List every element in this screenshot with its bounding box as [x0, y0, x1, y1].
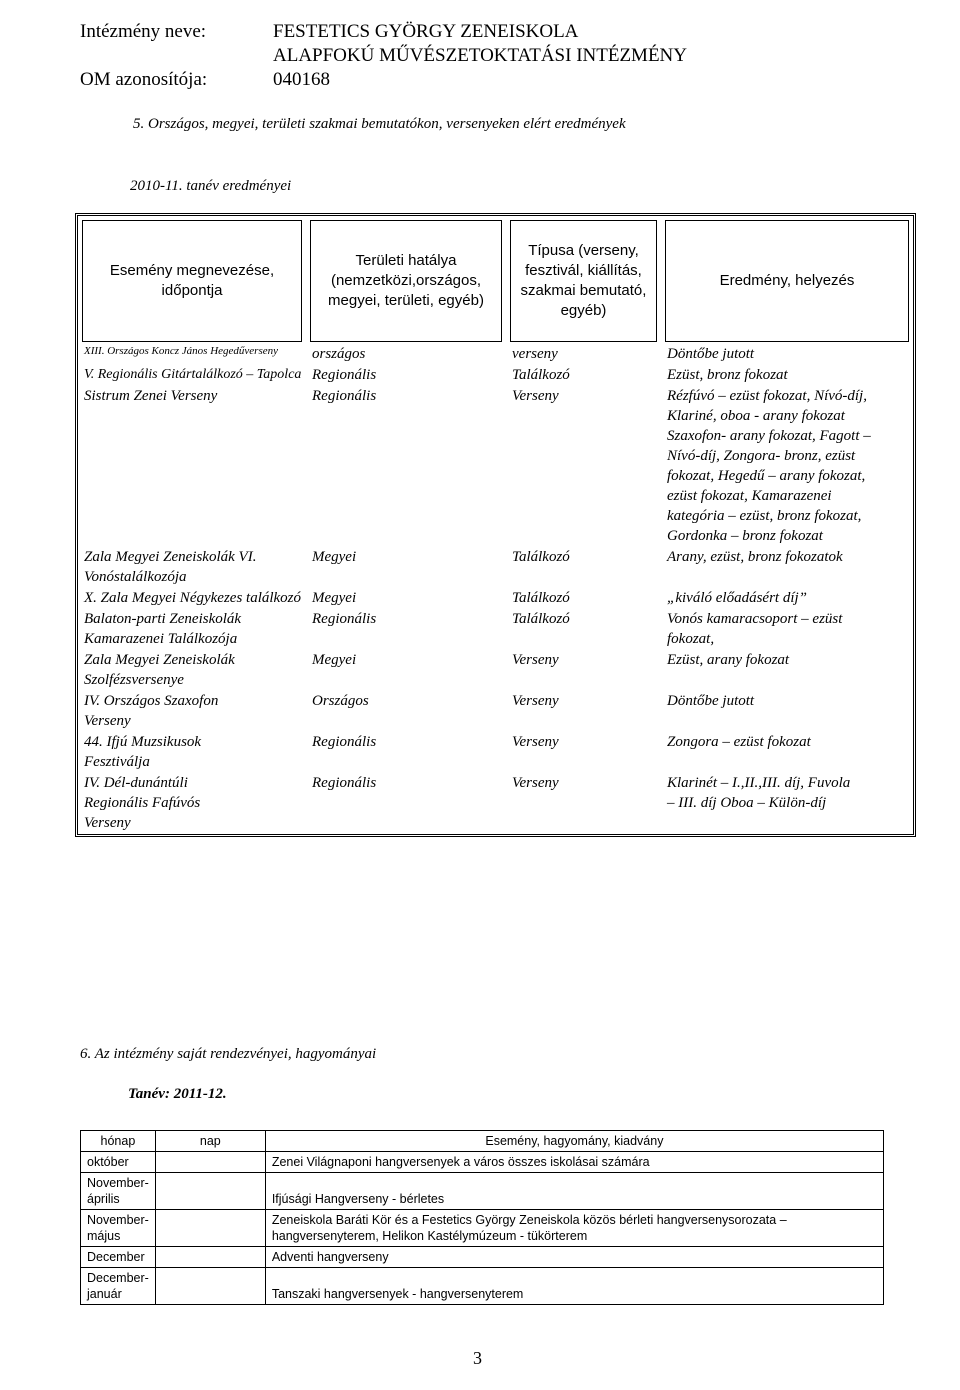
school-year-label: Tanév: 2011-12.: [128, 1086, 227, 1102]
scope-cell: Megyei: [312, 590, 357, 606]
month-cell: November-május: [81, 1210, 156, 1247]
event-cell: Sistrum Zenei Verseny: [84, 388, 218, 404]
events-table: [80, 1130, 884, 1305]
table-row: [78, 732, 913, 773]
day-cell: [155, 1247, 265, 1268]
table-row: [81, 1247, 884, 1268]
table-row: [78, 691, 913, 732]
table-row: [78, 365, 913, 386]
month-cell: október: [81, 1152, 156, 1173]
event-cell: Zala Megyei Zeneiskolák VI. Vonóstalálkozója: [84, 549, 257, 585]
table-row: [78, 344, 913, 365]
table-row: [78, 588, 913, 609]
day-cell: [155, 1210, 265, 1247]
type-cell: Verseny: [512, 734, 559, 750]
month-cell: November-április: [81, 1173, 156, 1210]
result-cell: Klarinét – I.,II.,III. díj, Fuvola – III. díj Oboa – Külön-díj: [667, 775, 851, 811]
school-year-results-title: 2010-11. tanév eredményei: [130, 178, 292, 194]
table-row: [81, 1152, 884, 1173]
scope-cell: Megyei: [312, 549, 357, 565]
institution-name-label: Intézmény neve:: [80, 21, 207, 42]
table-row: [78, 547, 913, 588]
table-row: [78, 386, 913, 547]
day-cell: [155, 1268, 265, 1305]
type-cell: Verseny: [512, 693, 559, 709]
institution-name-line1: FESTETICS GYÖRGY ZENEISKOLA: [273, 21, 579, 42]
table-row: [81, 1173, 884, 1210]
table-row: [78, 773, 913, 834]
result-cell: Ezüst, arany fokozat: [667, 652, 790, 668]
event-cell: 44. Ifjú Muzsikusok Fesztiválja: [84, 734, 202, 770]
type-cell: Találkozó: [512, 367, 570, 383]
result-cell: Arany, ezüst, bronz fokozatok: [667, 549, 843, 565]
event-cell: Ifjúsági Hangverseny - bérletes: [265, 1173, 883, 1210]
type-cell: Verseny: [512, 775, 559, 791]
page-number: 3: [473, 1348, 482, 1368]
result-cell: „kiváló előadásért díj”: [667, 590, 807, 606]
day-cell: [155, 1152, 265, 1173]
table-row: [81, 1210, 884, 1247]
header-type: Típusa (verseny, fesztivál, kiállítás, szakmai bemutató, egyéb): [510, 220, 657, 342]
event-cell: X. Zala Megyei Négykezes találkozó: [84, 590, 302, 606]
header-event: Esemény, hagyomány, kiadvány: [265, 1131, 883, 1152]
result-cell: Zongora – ezüst fokozat: [667, 734, 811, 750]
type-cell: Verseny: [512, 652, 559, 668]
header-event: Esemény megnevezése, időpontja: [82, 220, 302, 342]
month-cell: December-január: [81, 1268, 156, 1305]
header-result: Eredmény, helyezés: [665, 220, 909, 342]
header-month: hónap: [81, 1131, 156, 1152]
event-cell: V. Regionális Gitártalálkozó – Tapolca: [84, 367, 302, 382]
event-cell: Zala Megyei Zeneiskolák Szolfézsversenye: [84, 652, 235, 688]
type-cell: Találkozó: [512, 590, 570, 606]
scope-cell: Regionális: [312, 367, 377, 383]
scope-cell: Regionális: [312, 734, 377, 750]
table-row: [81, 1268, 884, 1305]
document-header: [80, 20, 687, 92]
om-id-label: OM azonosítója:: [80, 69, 208, 90]
result-cell: Döntőbe jutott: [667, 346, 755, 362]
event-cell: Zenei Világnaponi hangversenyek a város összes iskolásai számára: [265, 1152, 883, 1173]
results-table: [75, 213, 916, 837]
event-cell: IV. Országos Szaxofon Verseny: [84, 693, 219, 729]
result-cell: Döntőbe jutott: [667, 693, 755, 709]
type-cell: Verseny: [512, 388, 559, 404]
type-cell: Találkozó: [512, 611, 570, 627]
type-cell: verseny: [512, 346, 558, 362]
header-day: nap: [155, 1131, 265, 1152]
scope-cell: Országos: [312, 693, 369, 709]
scope-cell: Regionális: [312, 388, 377, 404]
table-row: [78, 650, 913, 691]
institution-name-line2: ALAPFOKÚ MŰVÉSZETOKTATÁSI INTÉZMÉNY: [273, 45, 688, 66]
section-6-title: 6. Az intézmény saját rendezvényei, hagyományai: [80, 1046, 377, 1062]
type-cell: Találkozó: [512, 549, 570, 565]
event-cell: Balaton-parti Zeneiskolák Kamarazenei Találkozója: [84, 611, 242, 647]
event-cell: Adventi hangverseny: [265, 1247, 883, 1268]
scope-cell: Regionális: [312, 775, 377, 791]
event-cell: Zeneiskola Baráti Kör és a Festetics György Zeneiskola közös bérleti hangversenysorozata – hangversenyterem, Helikon Kastélymúzeum - tükörterem: [265, 1210, 883, 1247]
event-cell: IV. Dél-dunántúli Regionális Fafúvós Verseny: [84, 775, 201, 831]
om-id-value: 040168: [273, 69, 330, 90]
day-cell: [155, 1173, 265, 1210]
header-scope: Területi hatálya (nemzetközi,országos, megyei, területi, egyéb): [310, 220, 502, 342]
table-row: [78, 609, 913, 650]
event-cell: XIII. Országos Koncz János Hegedűverseny: [84, 345, 278, 357]
scope-cell: országos: [312, 346, 366, 362]
scope-cell: Megyei: [312, 652, 357, 668]
month-cell: December: [81, 1247, 156, 1268]
result-cell: Ezüst, bronz fokozat: [667, 367, 788, 383]
result-cell: Rézfúvó – ezüst fokozat, Nívó-díj, Klariné, oboa - arany fokozat Szaxofon- arany fokozat, Fagott – Nívó-díj, Zongora- bronz, ezüst fokozat, Hegedű – arany fokozat, ezüst fokozat, Kamarazenei kategória – ezüst, bronz fokozat, Gordonka – bronz fokozat: [667, 388, 871, 544]
scope-cell: Regionális: [312, 611, 377, 627]
section-5-title: 5. Országos, megyei, területi szakmai bemutatókon, versenyeken elért eredmények: [133, 116, 626, 132]
result-cell: Vonós kamaracsoport – ezüst fokozat,: [667, 611, 843, 647]
event-cell: Tanszaki hangversenyek - hangversenyterem: [265, 1268, 883, 1305]
